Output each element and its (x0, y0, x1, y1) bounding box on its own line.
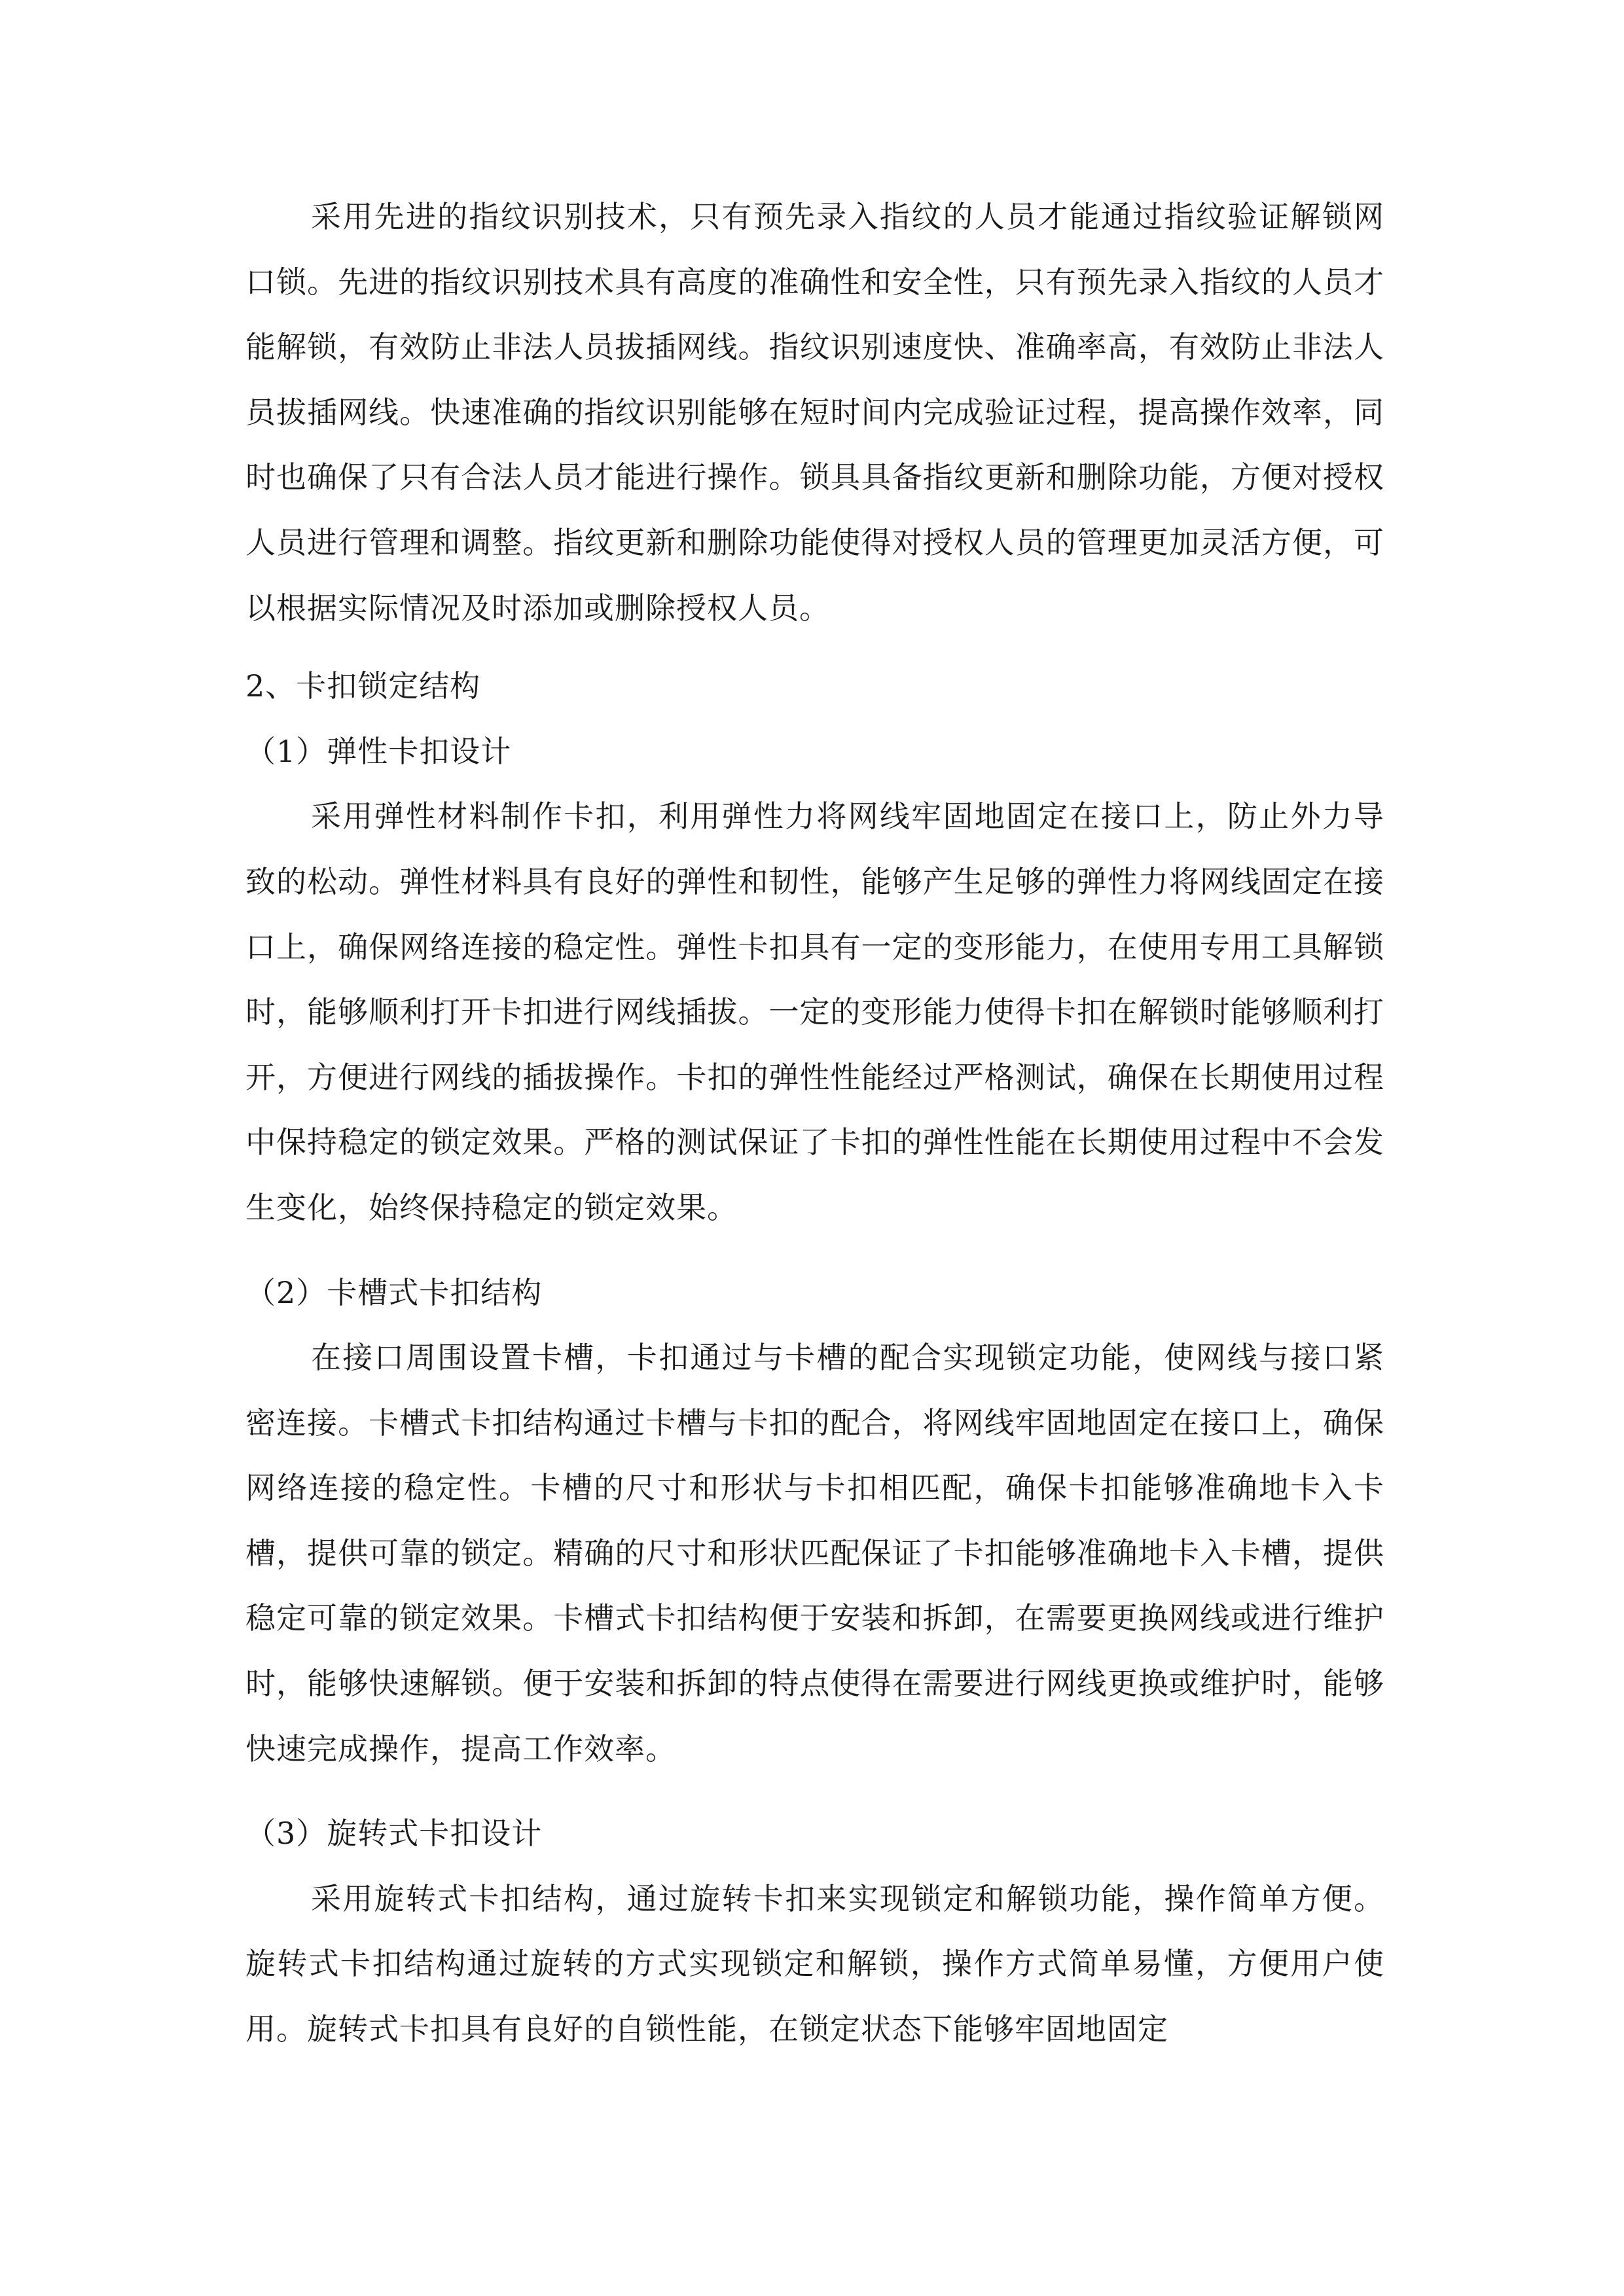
paragraph-elastic-snap: 采用弹性材料制作卡扣，利用弹性力将网线牢固地固定在接口上，防止外力导致的松动。弹性材料具有良好的弹性和韧性，能够产生足够的弹性力将网线固定在接口上，确保网络连接的稳定性。弹性卡扣具有一定的变形能力，在使用专用工具解锁时，能够顺利打开卡扣进行网线插拔。一定的变形能力使得卡扣在解锁时能够顺利打开，方便进行网线的插拔操作。卡扣的弹性性能经过严格测试，确保在长期使用过程中保持稳定的锁定效果。严格的测试保证了卡扣的弹性性能在长期使用过程中不会发生变化，始终保持稳定的锁定效果。 (245, 798, 1384, 1225)
subheading-rotary-snap: （3）旋转式卡扣设计 (245, 1816, 543, 1852)
paragraph-rotary-snap: 采用旋转式卡扣结构，通过旋转卡扣来实现锁定和解锁功能，操作简单方便。旋转式卡扣结构通过旋转的方式实现锁定和解锁，操作方式简单易懂，方便用户使用。旋转式卡扣具有良好的自锁性能，在锁定状态下能够牢固地固定 (245, 1880, 1384, 2047)
document-page (245, 185, 1384, 2062)
section-heading-snap-lock: 2、卡扣锁定结构 (245, 668, 481, 704)
subheading-elastic-snap: （1）弹性卡扣设计 (245, 733, 512, 769)
paragraph-fingerprint: 采用先进的指纹识别技术，只有预先录入指纹的人员才能通过指纹验证解锁网口锁。先进的指纹识别技术具有高度的准确性和安全性，只有预先录入指纹的人员才能解锁，有效防止非法人员拔插网线。指纹识别速度快、准确率高，有效防止非法人员拔插网线。快速准确的指纹识别能够在短时间内完成验证过程，提高操作效率，同时也确保了只有合法人员才能进行操作。锁具具备指纹更新和删除功能，方便对授权人员进行管理和调整。指纹更新和删除功能使得对授权人员的管理更加灵活方便，可以根据实际情况及时添加或删除授权人员。 (245, 199, 1384, 626)
subheading-slot-snap: （2）卡槽式卡扣结构 (245, 1274, 543, 1310)
paragraph-slot-snap: 在接口周围设置卡槽，卡扣通过与卡槽的配合实现锁定功能，使网线与接口紧密连接。卡槽式卡扣结构通过卡槽与卡扣的配合，将网线牢固地固定在接口上，确保网络连接的稳定性。卡槽的尺寸和形状与卡扣相匹配，确保卡扣能够准确地卡入卡槽，提供可靠的锁定。精确的尺寸和形状匹配保证了卡扣能够准确地卡入卡槽，提供稳定可靠的锁定效果。卡槽式卡扣结构便于安装和拆卸，在需要更换网线或进行维护时，能够快速解锁。便于安装和拆卸的特点使得在需要进行网线更换或维护时，能够快速完成操作，提高工作效率。 (245, 1340, 1384, 1767)
